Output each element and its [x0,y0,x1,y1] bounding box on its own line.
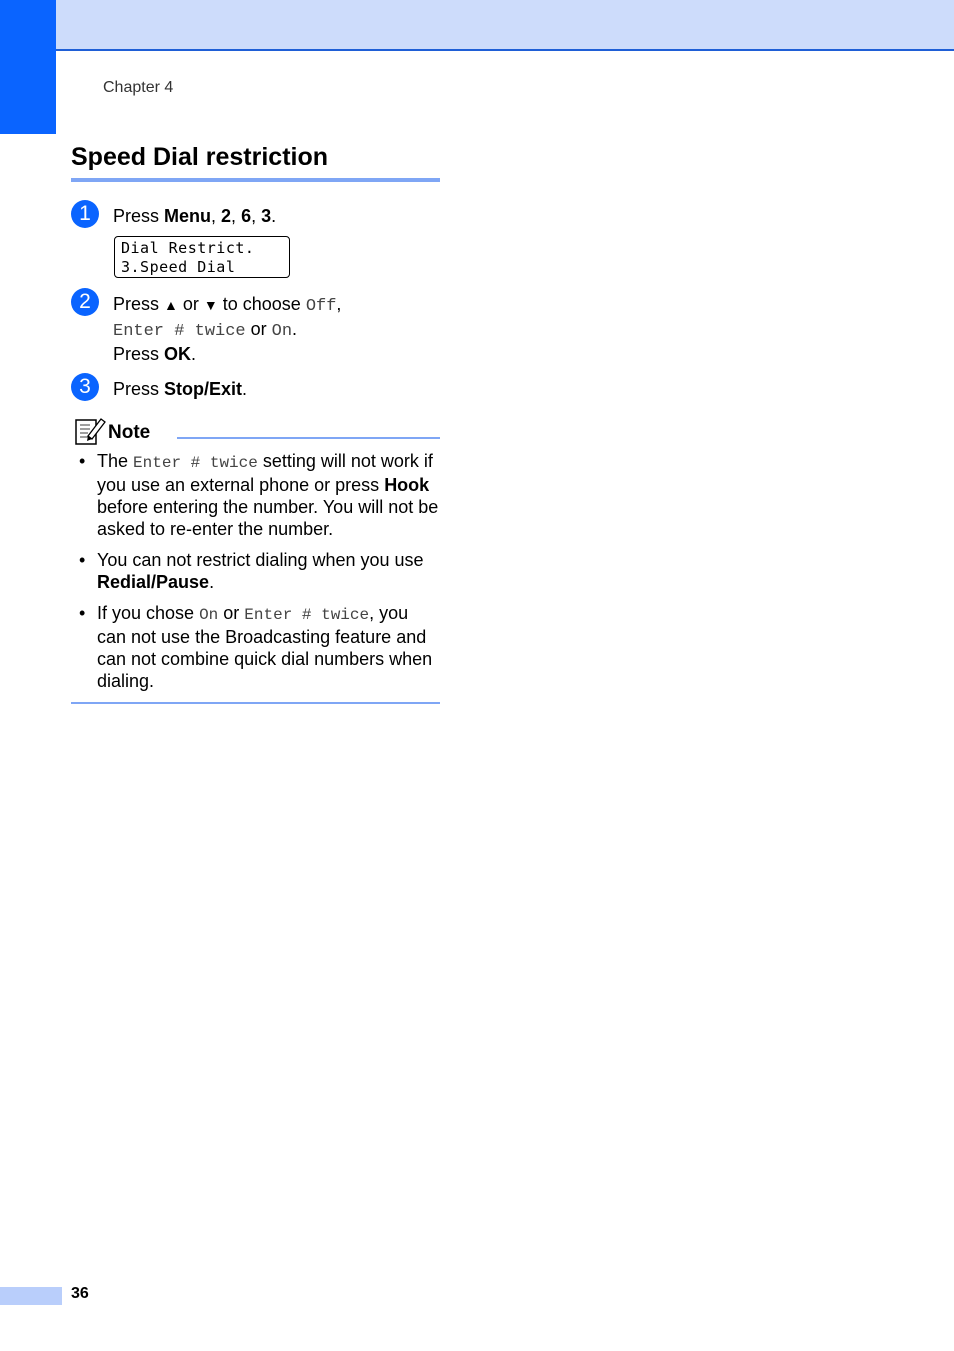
chapter-label: Chapter 4 [103,79,174,96]
up-arrow-icon: ▲ [164,297,178,313]
note-bottom-rule [71,702,440,704]
list-item: • The Enter # twice setting will not work if you use an external phone or press Hook before entering the number. You will not be asked to re-enter the number. [79,451,439,539]
step-1-text: Press Menu, 2, 6, 3. [113,206,277,226]
step-number-1: 1 [71,200,99,228]
note-top-rule [177,437,440,439]
lcd-display [114,236,290,278]
footer-tab [0,1287,62,1305]
list-item: • If you chose On or Enter # twice, you can not use the Broadcasting feature and can not combine quick dial numbers when dialing. [79,603,433,691]
lcd-line-2: 3.Speed Dial [121,258,236,276]
note-pencil-icon [74,416,106,446]
section-title: Speed Dial restriction [71,143,329,171]
down-arrow-icon: ▼ [203,297,218,313]
list-item: • You can not restrict dialing when you use Redial/Pause. [79,550,424,592]
header-band [56,0,954,51]
page-number: 36 [71,1285,89,1302]
note-label: Note [108,422,151,443]
step-2-text: Press ▲ or ▼ to choose Off, Enter # twice or On. Press OK. [113,294,342,364]
chapter-tab [0,0,56,134]
lcd-line-1: Dial Restrict. [121,239,255,257]
step-number-2: 2 [71,288,99,316]
title-underline [71,178,440,182]
step-number-3: 3 [71,373,99,401]
step-3-text: Press Stop/Exit. [113,379,248,399]
note-bullets [79,450,441,701]
